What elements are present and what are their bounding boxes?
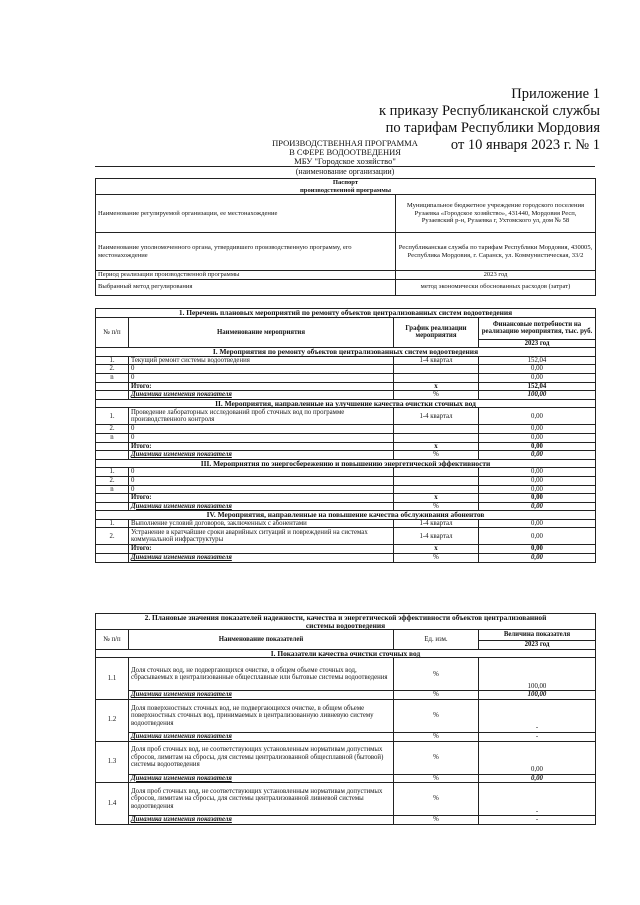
total-value: 0,00	[479, 494, 596, 503]
section1-table	[95, 308, 595, 563]
table-row	[96, 485, 596, 494]
table-row	[96, 519, 596, 528]
total-value: 0,00	[479, 442, 596, 451]
row-schedule: 1-4 квартал	[394, 408, 479, 425]
row-name: Устранение в кратчайшие сроки аварийных ситуаций и повреждений на системах коммунальной инфраструктуры	[129, 528, 394, 545]
group-2-title: II. Мероприятия, направленные на улучшение качества очистки сточных вод	[96, 399, 596, 408]
row-num: 2.	[96, 425, 129, 434]
dynamics-value: 100,00	[479, 691, 596, 700]
row-num: 1.	[96, 356, 129, 365]
passport-label-method: Выбранный метод регулирования	[96, 279, 396, 295]
section1-header-year: 2023 год	[479, 339, 596, 348]
table-row	[96, 433, 596, 442]
total-label: Итого:	[129, 382, 394, 391]
passport-value-authority: Республиканская служба по тарифам Республики Мордовия, 430005, Республика Мордовия, г. Саранск, ул. Коммунистическая, 33/2	[396, 233, 596, 271]
passport-label-org: Наименование регулируемой организации, ее местонахождение	[96, 195, 396, 233]
passport-label-authority: Наименование уполномоченного органа, утвердившего производственную программу, его местонахождение	[96, 233, 396, 271]
section2-title: 2. Плановые значения показателей надежности, качества и энергетической эффективности объектов централизованной системы водоотведения	[96, 614, 596, 630]
passport-value-period: 2023 год	[396, 271, 596, 280]
dynamics-row	[96, 816, 596, 825]
section1-header-finance: Финансовые потребности на реализацию мероприятия, тыс. руб.	[479, 317, 596, 339]
total-label: Итого:	[129, 442, 394, 451]
row-value: 0,00	[479, 365, 596, 374]
row-value: 0,00	[479, 476, 596, 485]
section1-title: 1. Перечень плановых мероприятий по ремонту объектов централизованных систем водоотведения	[96, 309, 596, 318]
dynamics-unit: %	[394, 691, 479, 700]
row-value: 0,00	[479, 408, 596, 425]
indicator-unit: %	[394, 783, 479, 816]
dynamics-row	[96, 502, 596, 511]
dynamics-value: 0,00	[479, 451, 596, 460]
dynamics-unit: %	[394, 816, 479, 825]
program-title-block	[95, 139, 595, 176]
dynamics-unit: %	[394, 391, 479, 400]
group-3-title: III. Мероприятия по энергосбережению и повышению энергетической эффективности	[96, 459, 596, 468]
row-num: 1.	[96, 468, 129, 477]
dynamics-value: -	[479, 816, 596, 825]
dynamics-label: Динамика изменения показателя	[129, 774, 394, 783]
row-num: 2.	[96, 365, 129, 374]
row-name: 0	[129, 365, 394, 374]
indicator-num: 1.1	[96, 658, 129, 700]
indicator-num: 1.2	[96, 699, 129, 741]
row-schedule: 1-4 квартал	[394, 519, 479, 528]
dynamics-row	[96, 391, 596, 400]
row-num: n	[96, 433, 129, 442]
dynamics-label: Динамика изменения показателя	[129, 391, 394, 400]
row-schedule	[394, 485, 479, 494]
table-row	[96, 373, 596, 382]
table-row	[96, 528, 596, 545]
row-value: 0,00	[479, 468, 596, 477]
dynamics-unit: %	[394, 502, 479, 511]
section2-header-unit: Ед. изм.	[394, 630, 479, 650]
row-num: n	[96, 485, 129, 494]
total-row	[96, 442, 596, 451]
dynamics-label: Динамика изменения показателя	[129, 502, 394, 511]
row-schedule	[394, 365, 479, 374]
passport-table	[95, 178, 595, 296]
dynamics-row	[96, 451, 596, 460]
dynamics-unit: %	[394, 554, 479, 563]
program-title-1: ПРОИЗВОДСТВЕННАЯ ПРОГРАММА	[272, 138, 418, 148]
indicator-name: Доля проб сточных вод, не соответствующих установленным нормативам допустимых сбросов, лимитам на сбросы, для системы централизованной ливневой системы водоотведения	[129, 783, 394, 816]
total-x: x	[394, 382, 479, 391]
passport-value-method: метод экономически обоснованных расходов (затрат)	[396, 279, 596, 295]
appendix-line-2: к приказу Республиканской службы	[378, 103, 600, 119]
row-num: 1.	[96, 519, 129, 528]
row-schedule	[394, 425, 479, 434]
dynamics-value: 0,00	[479, 774, 596, 783]
total-row	[96, 494, 596, 503]
indicator-value: 0,00	[479, 741, 596, 774]
dynamics-row	[96, 691, 596, 700]
section2-header-year: 2023 год	[479, 641, 596, 650]
indicator-num: 1.3	[96, 741, 129, 783]
program-org-caption: (наименование организации)	[95, 166, 595, 176]
total-x: x	[394, 494, 479, 503]
indicator-row	[96, 699, 596, 732]
row-name: 0	[129, 485, 394, 494]
row-name: 0	[129, 468, 394, 477]
dynamics-value: 0,00	[479, 554, 596, 563]
table-row	[96, 365, 596, 374]
appendix-line-4: от 10 января 2023 г. № 1	[450, 137, 600, 153]
dynamics-unit: %	[394, 451, 479, 460]
section2-group-title: I. Показатели качества очистки сточных вод	[96, 649, 596, 658]
total-value: 152,04	[479, 382, 596, 391]
dynamics-value: 100,00	[479, 391, 596, 400]
indicator-unit: %	[394, 658, 479, 691]
group-1-title: I. Мероприятия по ремонту объектов централизованных систем водоотведения	[96, 348, 596, 357]
dynamics-label: Динамика изменения показателя	[129, 732, 394, 741]
row-name: 0	[129, 373, 394, 382]
row-num: n	[96, 373, 129, 382]
row-value: 152,04	[479, 356, 596, 365]
indicator-unit: %	[394, 741, 479, 774]
table-row	[96, 356, 596, 365]
appendix-line-3: по тарифам Республики Мордовия	[385, 120, 600, 136]
row-schedule	[394, 476, 479, 485]
row-value: 0,00	[479, 485, 596, 494]
table-row	[96, 408, 596, 425]
dynamics-row	[96, 732, 596, 741]
dynamics-label: Динамика изменения показателя	[129, 451, 394, 460]
passport-title-2: производственной программы	[96, 187, 596, 195]
section2-header-num: № п/п	[96, 630, 129, 650]
dynamics-unit: %	[394, 774, 479, 783]
total-row	[96, 545, 596, 554]
indicator-value: 100,00	[479, 658, 596, 691]
row-name: Текущий ремонт системы водоотведения	[129, 356, 394, 365]
section2-table	[95, 613, 595, 825]
indicator-value: -	[479, 699, 596, 732]
dynamics-value: -	[479, 732, 596, 741]
indicator-row	[96, 783, 596, 816]
row-schedule: 1-4 квартал	[394, 356, 479, 365]
table-row	[96, 476, 596, 485]
row-value: 0,00	[479, 373, 596, 382]
row-schedule	[394, 468, 479, 477]
row-name: 0	[129, 476, 394, 485]
row-value: 0,00	[479, 425, 596, 434]
row-schedule: 1-4 квартал	[394, 528, 479, 545]
row-num: 1.	[96, 408, 129, 425]
row-value: 0,00	[479, 519, 596, 528]
dynamics-unit: %	[394, 732, 479, 741]
table-row	[96, 468, 596, 477]
section1-header-schedule: График реализации мероприятия	[394, 317, 479, 348]
indicator-name: Доля поверхностных сточных вод, не подвергающихся очистке, в общем объеме поверхностных сточных вод, принимаемых в централизованную ливневую систему водоотведения	[129, 699, 394, 732]
row-num: 2.	[96, 528, 129, 545]
indicator-name: Доля сточных вод, не подвергающихся очистке, в общем объеме сточных вод, сбрасываемых в централизованные общесплавные или бытовые системы водоотведения	[129, 658, 394, 691]
dynamics-label: Динамика изменения показателя	[129, 816, 394, 825]
total-label: Итого:	[129, 494, 394, 503]
section2-header-name: Наименование показателей	[129, 630, 394, 650]
section1-header-num: № п/п	[96, 317, 129, 348]
row-name: Выполнение условий договоров, заключенных с абонентами	[129, 519, 394, 528]
indicator-row	[96, 658, 596, 691]
passport-label-period: Период реализации производственной программы	[96, 271, 396, 280]
total-x: x	[394, 442, 479, 451]
row-value: 0,00	[479, 528, 596, 545]
dynamics-label: Динамика изменения показателя	[129, 554, 394, 563]
row-name: 0	[129, 433, 394, 442]
dynamics-label: Динамика изменения показателя	[129, 691, 394, 700]
indicator-num: 1.4	[96, 783, 129, 825]
total-x: x	[394, 545, 479, 554]
passport-title-1: Паспорт	[96, 179, 596, 187]
program-org: МБУ "Городское хозяйство"	[294, 156, 396, 166]
program-title-2: В СФЕРЕ ВОДООТВЕДЕНИЯ	[289, 147, 401, 157]
total-row	[96, 382, 596, 391]
dynamics-row	[96, 774, 596, 783]
total-label: Итого:	[129, 545, 394, 554]
group-4-title: IV. Мероприятия, направленные на повышение качества обслуживания абонентов	[96, 511, 596, 520]
row-name: Проведение лабораторных исследований проб сточных вод по программе производственного контроля	[129, 408, 394, 425]
section2-header-value: Величина показателя	[479, 630, 596, 641]
passport-value-org: Муниципальное бюджетное учреждение городского поселения Рузаевка «Городское хозяйство», 431440, Мордовия Респ, Рузаевский р-н, Рузаевка г, Ухтомского ул, дом № 58	[396, 195, 596, 233]
dynamics-value: 0,00	[479, 502, 596, 511]
row-value: 0,00	[479, 433, 596, 442]
indicator-name: Доля проб сточных вод, не соответствующих установленным нормативам допустимых сбросов, лимитам на сбросы, для системы централизованной общесплавной (бытовой) системы водоотведения	[129, 741, 394, 774]
appendix-line-1: Приложение 1	[511, 86, 600, 102]
row-schedule	[394, 373, 479, 382]
total-value: 0,00	[479, 545, 596, 554]
row-schedule	[394, 433, 479, 442]
indicator-unit: %	[394, 699, 479, 732]
table-row	[96, 425, 596, 434]
row-num: 2.	[96, 476, 129, 485]
indicator-value: -	[479, 783, 596, 816]
indicator-row	[96, 741, 596, 774]
row-name: 0	[129, 425, 394, 434]
section1-header-name: Наименование мероприятия	[129, 317, 394, 348]
dynamics-row	[96, 554, 596, 563]
